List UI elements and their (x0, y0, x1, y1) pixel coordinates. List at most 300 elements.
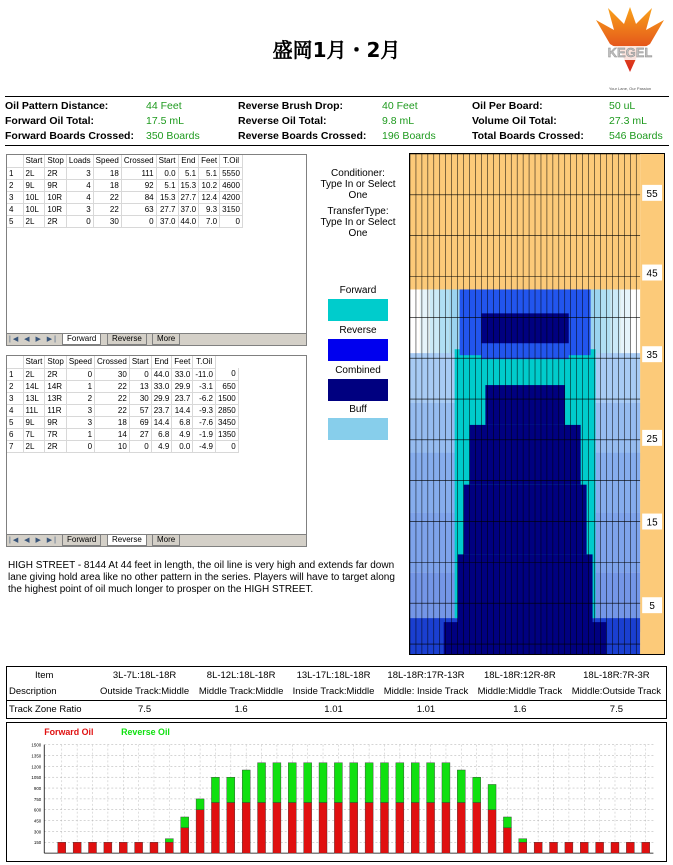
table-row[interactable] (7, 368, 238, 380)
tab-reverse[interactable]: Reverse (107, 334, 147, 345)
legend-entry: Reverse Oil (121, 726, 170, 737)
volume-oil-total-value: 27.3 mL (609, 115, 647, 127)
forward-oil-bar (165, 842, 173, 853)
reverse-oil-bar (165, 839, 173, 843)
table-cell[interactable]: 9.3 (199, 203, 220, 215)
tab-reverse[interactable]: Reverse (107, 535, 147, 546)
table-cell[interactable]: 30 (129, 392, 151, 404)
forward-boards-crossed-label: Forward Boards Crossed: (5, 130, 134, 142)
table-cell[interactable]: 4 (66, 179, 93, 191)
table-cell[interactable]: 5550 (220, 167, 243, 179)
zone-ratio: 1.01 (288, 701, 379, 718)
reverse-oil-bar (457, 770, 465, 803)
reverse-oil-bar (181, 817, 189, 828)
volume-oil-total-label: Volume Oil Total: (472, 115, 557, 127)
column-header (7, 155, 23, 167)
reverse-brush-drop-value: 40 Feet (382, 100, 418, 112)
table-cell[interactable]: 92 (121, 179, 156, 191)
column-header: Loads (66, 155, 93, 167)
table-cell[interactable]: 9R (45, 179, 66, 191)
table-cell[interactable]: 0 (121, 215, 156, 227)
legend-combined-swatch (328, 379, 388, 401)
forward-oil-bar (181, 828, 189, 853)
forward-oil-bar (580, 842, 588, 853)
zone-ratio-label: Track Zone Ratio (7, 701, 95, 718)
legend-entry: Forward Oil (44, 726, 94, 737)
forward-oil-bar (227, 803, 235, 854)
tab-forward[interactable]: Forward (62, 334, 101, 345)
table-cell[interactable]: -6.2 (193, 392, 216, 404)
zone-description: Outside Track:Middle (99, 686, 190, 698)
feet-label: 55 (646, 188, 658, 200)
forward-oil-bar (119, 842, 127, 853)
table-cell[interactable]: 0 (129, 368, 151, 380)
column-header: Crossed (121, 155, 156, 167)
table-row[interactable] (7, 404, 238, 416)
table-cell[interactable]: 5.1 (178, 167, 199, 179)
reverse-oil-bar (442, 763, 450, 803)
table-cell[interactable]: 0 (129, 440, 151, 452)
legend-buff-label: Buff (349, 404, 367, 415)
table-cell[interactable]: 0.0 (156, 167, 178, 179)
y-tick-label: 150 (33, 840, 42, 846)
table-cell[interactable]: 22 (95, 392, 130, 404)
forward-oil-bar (89, 842, 97, 853)
table-cell[interactable]: 11R (45, 404, 66, 416)
table-cell[interactable]: 0 (66, 368, 94, 380)
y-tick-label: 300 (33, 829, 42, 835)
lane-oil-graph (409, 153, 665, 655)
table-cell[interactable]: -4.9 (193, 440, 216, 452)
zone-description: Middle:Middle Track (477, 686, 563, 698)
row-number: 2 (7, 380, 23, 392)
table-cell[interactable]: 2R (45, 167, 66, 179)
table-cell[interactable]: 6.8 (151, 428, 172, 440)
reverse-oil-bar (211, 777, 219, 802)
forward-oil-total-label: Forward Oil Total: (5, 115, 95, 127)
table-cell[interactable]: 3 (66, 203, 93, 215)
forward-oil-bar (503, 828, 511, 853)
forward-oil-bar (304, 803, 312, 854)
table-cell[interactable]: 22 (93, 203, 121, 215)
table-cell[interactable]: 2R (45, 440, 66, 452)
table-cell[interactable]: 10.2 (199, 179, 220, 191)
table-cell[interactable]: 0 (215, 368, 238, 380)
forward-oil-bar (396, 803, 404, 854)
table-cell[interactable]: 37.0 (178, 203, 199, 215)
table-cell[interactable]: 9L (23, 179, 45, 191)
table-cell[interactable]: -9.3 (193, 404, 216, 416)
table-cell[interactable]: 33.0 (172, 368, 193, 380)
table-row[interactable] (7, 440, 238, 452)
table-cell[interactable]: 1 (66, 380, 94, 392)
reverse-table (7, 356, 239, 453)
table-cell[interactable]: 14R (45, 380, 66, 392)
column-header (7, 356, 23, 368)
table-cell[interactable]: 10R (45, 191, 66, 203)
row-number: 3 (7, 392, 23, 404)
legend-reverse-label: Reverse (339, 325, 377, 336)
column-header: Start (156, 155, 178, 167)
table-cell[interactable]: 2R (45, 215, 66, 227)
table-cell[interactable]: 9R (45, 416, 66, 428)
reverse-oil-bar (350, 763, 358, 803)
table-cell[interactable]: 69 (129, 416, 151, 428)
conditioner-label: Conditioner: (331, 168, 385, 179)
y-tick-label: 1050 (31, 775, 42, 781)
zone-item-label: Item (35, 669, 54, 681)
table-cell[interactable]: 1 (66, 428, 94, 440)
transfer-type-select[interactable]: Type In or Select One (320, 217, 396, 239)
table-cell[interactable]: 30 (93, 215, 121, 227)
table-cell[interactable]: 18 (93, 179, 121, 191)
forward-oil-bar (365, 803, 373, 854)
table-cell[interactable]: 0 (66, 440, 94, 452)
column-header: Feet (172, 356, 193, 368)
table-row[interactable] (7, 203, 242, 215)
svg-text:Your Lane, Our Passion: Your Lane, Our Passion (608, 86, 652, 91)
table-cell[interactable]: 23.7 (172, 392, 193, 404)
reverse-oil-bar (242, 770, 250, 803)
reverse-oil-total-label: Reverse Oil Total: (238, 115, 327, 127)
column-header: Start (23, 356, 45, 368)
row-number: 6 (7, 428, 23, 440)
column-header: Speed (66, 356, 94, 368)
column-header: Stop (45, 155, 66, 167)
reverse-oil-bar (227, 777, 235, 802)
forward-oil-bar (319, 803, 327, 854)
table-cell[interactable]: 2 (66, 392, 94, 404)
y-tick-label: 900 (33, 786, 42, 792)
reverse-oil-bar (411, 763, 419, 803)
forward-oil-bar (626, 842, 634, 853)
legend-forward-label: Forward (339, 285, 377, 296)
table-cell[interactable]: 9L (23, 416, 45, 428)
table-cell[interactable]: 57 (129, 404, 151, 416)
row-number: 7 (7, 440, 23, 452)
column-header: T.Oil (220, 155, 243, 167)
y-tick-label: 450 (33, 818, 42, 824)
table-cell[interactable]: 2L (23, 368, 45, 380)
table-cell[interactable]: 15.3 (178, 179, 199, 191)
table-cell[interactable]: 29.9 (172, 380, 193, 392)
sheet-nav-arrows-icon[interactable]: |◀ ◀ ▶ ▶| (9, 537, 59, 544)
zone-item: 18L-18R:17R-13R (387, 669, 465, 681)
forward-oil-bar (273, 803, 281, 854)
y-tick-label: 1500 (31, 742, 42, 748)
table-cell[interactable]: 13R (45, 392, 66, 404)
table-cell[interactable]: 0 (66, 215, 93, 227)
forward-oil-bar (596, 842, 604, 853)
table-cell[interactable]: 5.1 (156, 179, 178, 191)
oil-per-board-label: Oil Per Board: (472, 100, 543, 112)
table-cell[interactable]: 3150 (220, 203, 243, 215)
tab-more[interactable]: More (152, 334, 180, 345)
reverse-oil-bar (365, 763, 373, 803)
reverse-oil-bar (488, 784, 496, 809)
lane-ruler (640, 154, 664, 654)
combined-oil-area (481, 313, 568, 343)
table-cell[interactable]: 4.9 (172, 428, 193, 440)
reverse-boards-crossed-value: 196 Boards (382, 130, 436, 142)
reverse-oil-bar (380, 763, 388, 803)
forward-oil-bar (411, 803, 419, 854)
reverse-oil-bar (473, 777, 481, 802)
forward-boards-crossed-value: 350 Boards (146, 130, 200, 142)
forward-oil-bar (196, 810, 204, 853)
combined-oil-area (464, 485, 587, 555)
track-zone-table (6, 666, 667, 719)
table-cell[interactable]: 11L (23, 404, 45, 416)
reverse-oil-bar (258, 763, 266, 803)
table-cell[interactable]: 2850 (215, 404, 238, 416)
reverse-oil-bar (519, 839, 527, 843)
forward-oil-bar (334, 803, 342, 854)
table-row[interactable] (7, 392, 238, 404)
forward-sheet[interactable] (6, 154, 307, 346)
table-row[interactable] (7, 380, 238, 392)
forward-oil-bar (519, 842, 527, 853)
zone-description: Inside Track:Middle (292, 686, 375, 698)
oil-pattern-distance-value: 44 Feet (146, 100, 182, 112)
zone-item: 18L-18R:7R-3R (583, 669, 650, 681)
table-cell[interactable]: -3.1 (193, 380, 216, 392)
table-cell[interactable]: 1500 (215, 392, 238, 404)
forward-oil-bar (488, 810, 496, 853)
table-cell[interactable]: 4 (66, 191, 93, 203)
table-cell[interactable]: 15.3 (156, 191, 178, 203)
table-cell[interactable]: 14.4 (151, 416, 172, 428)
page-title: 盛岡1月・2月 (272, 38, 401, 62)
table-cell[interactable]: 63 (121, 203, 156, 215)
y-tick-label: 1200 (31, 764, 42, 770)
table-cell[interactable]: 5.1 (199, 167, 220, 179)
forward-oil-bar (473, 803, 481, 854)
table-cell[interactable]: 10L (23, 203, 45, 215)
reverse-oil-bar (334, 763, 342, 803)
table-row[interactable] (7, 215, 242, 227)
forward-oil-bar (611, 842, 619, 853)
sheet-nav-arrows-icon[interactable]: |◀ ◀ ▶ ▶| (9, 336, 59, 343)
forward-oil-total-value: 17.5 mL (146, 115, 184, 127)
transfer-type-label: TransferType: (327, 206, 389, 217)
combined-oil-area (444, 622, 607, 654)
oil-volume-chart (6, 722, 667, 862)
table-cell[interactable]: 6.8 (172, 416, 193, 428)
forward-oil-bar (150, 842, 158, 853)
forward-oil-bar (534, 842, 542, 853)
svg-text:KEGEL: KEGEL (607, 45, 653, 60)
conditioner-panel (318, 168, 398, 239)
legend-combined-label: Combined (335, 365, 381, 376)
forward-oil-bar (288, 803, 296, 854)
table-cell[interactable]: -11.0 (193, 368, 216, 380)
forward-oil-bar (550, 842, 558, 853)
table-cell[interactable]: 3 (66, 167, 93, 179)
column-header: T.Oil (193, 356, 216, 368)
zone-description: Middle Track:Middle (198, 686, 284, 698)
table-cell[interactable]: 29.9 (151, 392, 172, 404)
zone-ratio: 1.01 (379, 701, 473, 718)
conditioner-select[interactable]: Type In or Select One (320, 179, 396, 201)
column-header: Start (23, 155, 45, 167)
legend-buff-swatch (328, 418, 388, 440)
zone-ratio: 1.6 (194, 701, 288, 718)
table-cell[interactable]: 14L (23, 380, 45, 392)
table-cell[interactable]: 14.4 (172, 404, 193, 416)
reverse-oil-total-value: 9.8 mL (382, 115, 415, 127)
table-cell[interactable]: 7R (45, 428, 66, 440)
table-cell[interactable]: 10L (23, 191, 45, 203)
table-cell[interactable]: 18 (95, 416, 130, 428)
zone-ratio: 1.6 (473, 701, 567, 718)
table-cell[interactable]: 0.0 (172, 440, 193, 452)
kegel-logo (590, 2, 670, 94)
forward-oil-bar (642, 842, 650, 853)
feet-label: 45 (646, 268, 658, 280)
table-cell[interactable]: 22 (93, 191, 121, 203)
table-cell[interactable]: 10 (95, 440, 130, 452)
row-number: 4 (7, 404, 23, 416)
table-cell[interactable]: 23.7 (151, 404, 172, 416)
row-number: 1 (7, 167, 23, 179)
reverse-oil-bar (503, 817, 511, 828)
table-cell[interactable]: 13 (129, 380, 151, 392)
tab-more[interactable]: More (152, 535, 180, 546)
feet-label: 5 (649, 601, 655, 613)
pattern-info (5, 96, 669, 146)
total-boards-crossed-value: 546 Boards (609, 130, 663, 142)
table-cell[interactable]: 7L (23, 428, 45, 440)
zone-item: 13L-17L:18L-18R (296, 669, 371, 681)
table-cell[interactable]: 30 (95, 368, 130, 380)
table-cell[interactable]: 0 (220, 215, 243, 227)
table-cell[interactable]: 37.0 (156, 215, 178, 227)
table-cell[interactable]: 44.0 (151, 368, 172, 380)
reverse-boards-crossed-label: Reverse Boards Crossed: (238, 130, 367, 142)
column-header: Start (129, 356, 151, 368)
table-cell[interactable]: 27 (129, 428, 151, 440)
table-cell[interactable]: 3 (66, 416, 94, 428)
table-cell[interactable]: 14 (95, 428, 130, 440)
table-cell[interactable]: 3 (66, 404, 94, 416)
forward-oil-bar (442, 803, 450, 854)
table-cell[interactable]: -1.9 (193, 428, 216, 440)
table-cell[interactable]: 44.0 (178, 215, 199, 227)
column-header: Speed (93, 155, 121, 167)
legend-forward-swatch (328, 299, 388, 321)
lane-edge-fade (591, 353, 641, 618)
zone-description-label: Description (9, 686, 57, 698)
row-number: 2 (7, 179, 23, 191)
zone-ratio: 7.5 (95, 701, 194, 718)
table-cell[interactable]: 18 (93, 167, 121, 179)
table-cell[interactable]: 650 (215, 380, 238, 392)
reverse-oil-bar (319, 763, 327, 803)
column-header: Crossed (95, 356, 130, 368)
column-header: End (178, 155, 199, 167)
forward-table (7, 155, 243, 228)
forward-oil-bar (380, 803, 388, 854)
reverse-brush-drop-label: Reverse Brush Drop: (238, 100, 344, 112)
y-tick-label: 1350 (31, 753, 42, 759)
table-cell[interactable]: 22 (95, 404, 130, 416)
table-cell[interactable]: 84 (121, 191, 156, 203)
table-cell[interactable]: 4.9 (151, 440, 172, 452)
reverse-oil-bar (288, 763, 296, 803)
table-cell[interactable]: 2R (45, 368, 66, 380)
forward-oil-bar (135, 842, 143, 853)
forward-oil-bar (211, 803, 219, 854)
feet-label: 25 (646, 433, 658, 445)
reverse-oil-bar (427, 763, 435, 803)
forward-oil-bar (58, 842, 66, 853)
column-header: End (151, 356, 172, 368)
zone-description: Middle:Outside Track (571, 686, 662, 698)
table-cell[interactable]: 13L (23, 392, 45, 404)
row-number: 5 (7, 416, 23, 428)
row-number: 4 (7, 203, 23, 215)
reverse-oil-area (481, 349, 568, 359)
combined-oil-area (470, 425, 581, 485)
table-cell[interactable]: 10R (45, 203, 66, 215)
table-cell[interactable]: 3450 (215, 416, 238, 428)
oil-pattern-distance-label: Oil Pattern Distance: (5, 100, 109, 112)
reverse-oil-bar (196, 799, 204, 810)
tab-forward[interactable]: Forward (62, 535, 101, 546)
table-cell[interactable]: -7.6 (193, 416, 216, 428)
reverse-sheet[interactable] (6, 355, 307, 547)
reverse-oil-bar (396, 763, 404, 803)
table-row[interactable] (7, 416, 238, 428)
legend-reverse-swatch (328, 339, 388, 361)
table-cell[interactable]: 1350 (215, 428, 238, 440)
table-cell[interactable]: 4200 (220, 191, 243, 203)
table-cell[interactable]: 27.7 (156, 203, 178, 215)
table-row[interactable] (7, 428, 238, 440)
table-cell[interactable]: 111 (121, 167, 156, 179)
table-cell[interactable]: 0 (215, 440, 238, 452)
forward-oil-bar (427, 803, 435, 854)
row-number: 3 (7, 191, 23, 203)
table-cell[interactable]: 12.4 (199, 191, 220, 203)
forward-oil-bar (457, 803, 465, 854)
table-row[interactable] (7, 191, 242, 203)
y-tick-label: 600 (33, 807, 42, 813)
table-cell[interactable]: 22 (95, 380, 130, 392)
forward-sheet-tabbar (7, 333, 306, 345)
forward-table-header (7, 155, 242, 167)
column-header: Feet (199, 155, 220, 167)
table-row[interactable] (7, 167, 242, 179)
zone-description: Middle: Inside Track (383, 686, 469, 698)
forward-oil-bar (565, 842, 573, 853)
zone-item: 3L-7L:18L-18R (112, 669, 177, 681)
feet-label: 15 (646, 517, 658, 529)
zone-item: 18L-18R:12R-8R (483, 669, 556, 681)
zone-ratio: 7.5 (567, 701, 666, 718)
lane-edge-fade (410, 353, 460, 618)
table-cell[interactable]: 2L (23, 167, 45, 179)
table-row[interactable] (7, 179, 242, 191)
row-number: 1 (7, 368, 23, 380)
table-cell[interactable]: 33.0 (151, 380, 172, 392)
table-cell[interactable]: 2L (23, 440, 45, 452)
table-cell[interactable]: 4600 (220, 179, 243, 191)
table-cell[interactable]: 27.7 (178, 191, 199, 203)
table-cell[interactable]: 2L (23, 215, 45, 227)
table-cell[interactable]: 7.0 (199, 215, 220, 227)
